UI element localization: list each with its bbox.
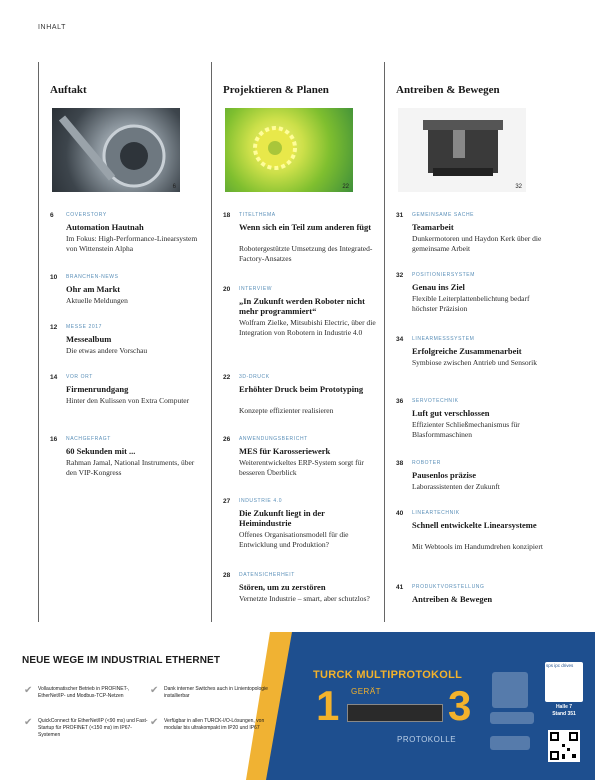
page-number: 32	[396, 272, 404, 279]
protocols-label: PROTOKOLLE	[397, 735, 457, 744]
entry-kicker: BRANCHEN-NEWS	[66, 274, 119, 280]
device-count: 1	[316, 682, 340, 729]
entry-title: „In Zukunft werden Roboter nicht mehr programmiert“	[239, 296, 365, 316]
entry-title: Wenn sich ein Teil zum anderen fügt	[239, 222, 372, 232]
entry-kicker: POSITIONIERSYSTEM	[412, 272, 475, 278]
entry-kicker: LINEARTECHNIK	[412, 510, 460, 516]
entry-description: Effizienter Schließmechanismus für Blasformmaschinen	[412, 420, 520, 439]
protocol-count: 3	[448, 682, 472, 729]
page-number: 38	[396, 460, 404, 467]
entry-title: Stören, um zu zerstören	[239, 582, 326, 592]
gear-print-illustration	[225, 108, 353, 192]
page-number: 20	[223, 286, 231, 293]
entry-description: Mit Webtools im Handumdrehen konzipiert	[412, 542, 543, 551]
modbus-logo	[490, 736, 530, 750]
page-number: 14	[50, 374, 58, 381]
entry-title: 60 Sekunden mit ...	[66, 446, 136, 456]
checkmark-icon: ✔	[150, 685, 159, 696]
entry-kicker: MESSE 2017	[66, 324, 103, 330]
entry-description: Rahman Jamal, National Instruments, über den VIP-Kongress	[66, 458, 195, 477]
linear-machine-illustration	[398, 108, 526, 192]
column-divider	[384, 62, 385, 622]
stand-text: Stand 351	[552, 711, 576, 717]
entry-title: Luft gut verschlossen	[412, 408, 490, 418]
entry-kicker: INDUSTRIE 4.0	[239, 498, 283, 504]
entry-title: Genau ins Ziel	[412, 282, 465, 292]
turck-ad-banner[interactable]	[0, 632, 595, 780]
entry-kicker: PRODUKTVORSTELLUNG	[412, 584, 485, 590]
entry-kicker: VOR ORT	[66, 374, 93, 380]
page-number: 26	[223, 436, 231, 443]
column-divider	[38, 62, 39, 622]
page-number: 34	[396, 336, 404, 343]
bullet-text: Verfügbar in allen TURCK-I/O-Lösungen, von modular bis ultrakompakt im IP20 und IP67	[164, 718, 265, 731]
gear-illustration	[52, 108, 180, 192]
entry-kicker: NACHGEFRAGT	[66, 436, 111, 442]
bullet-text: Vollautomatischer Betrieb in PROFINET-, EtherNet/IP- und Modbus-TCP-Netzen	[38, 686, 130, 699]
entry-title: Ohr am Markt	[66, 284, 121, 294]
page-number: 16	[50, 436, 58, 443]
entry-title: Schnell entwickelte Linearsysteme	[412, 520, 537, 530]
machine-image[interactable]	[398, 108, 526, 192]
page-number: 28	[223, 572, 231, 579]
entry-description: Weiterentwickeltes ERP-System sorgt für besseren Überblick	[239, 458, 364, 477]
banner-title: NEUE WEGE IM INDUSTRIAL ETHERNET	[22, 655, 221, 666]
entry-description: Symbiose zwischen Antrieb und Sensorik	[412, 358, 537, 367]
entry-kicker: SERVOTECHNIK	[412, 398, 459, 404]
entry-title: Messealbum	[66, 334, 112, 344]
entry-description: Konzepte effizienter realisieren	[239, 406, 334, 415]
entry-title: Die Zukunft liegt in der Heimindustrie	[239, 508, 325, 528]
entry-description: Flexible Leiterplattenbelichtung bedarf höchster Präzision	[412, 294, 530, 313]
entry-title: Automation Hautnah	[66, 222, 144, 232]
checkmark-icon: ✔	[24, 685, 33, 696]
entry-description: Robotergestützte Umsetzung des Integrated-Factory-Ansatzes	[239, 244, 373, 263]
bullet-text: Dank interner Switches auch in Linientopologie installierbar	[164, 686, 268, 699]
page-number: 18	[223, 212, 231, 219]
page-number: 36	[396, 398, 404, 405]
entry-title: Antreiben & Bewegen	[412, 594, 493, 604]
qr-code-icon	[548, 730, 580, 762]
entry-kicker: ROBOTER	[412, 460, 441, 466]
entry-kicker: DATENSICHERHEIT	[239, 572, 295, 578]
entry-description: Die etwas andere Vorschau	[66, 346, 148, 355]
entry-description: Wolfram Zielke, Mitsubishi Electric, über die Integration von Robotern in Industrie 4.0	[239, 318, 376, 337]
image-page-number: 22	[342, 184, 349, 190]
column-divider	[211, 62, 212, 622]
qr-code[interactable]	[548, 730, 580, 762]
entry-title: Teamarbeit	[412, 222, 454, 232]
profinet-device-image	[492, 672, 528, 708]
device-label: GERÄT	[351, 687, 382, 696]
checkmark-icon: ✔	[24, 717, 33, 728]
column-title-projektieren: Projektieren & Planen	[223, 84, 329, 96]
entry-kicker: LINEARMESSSYSTEM	[412, 336, 475, 342]
page-number: 31	[396, 212, 404, 219]
gear-image[interactable]	[52, 108, 180, 192]
page-number: 22	[223, 374, 231, 381]
page-number: 10	[50, 274, 58, 281]
entry-title: Erfolgreiche Zusammenarbeit	[412, 346, 522, 356]
image-page-number: 32	[515, 184, 522, 190]
checkmark-icon: ✔	[150, 717, 159, 728]
banner-bullet	[24, 686, 152, 700]
column-title-auftakt: Auftakt	[50, 84, 87, 96]
entry-title: MES für Karosseriewerk	[239, 446, 331, 456]
entry-kicker: 3D-DRUCK	[239, 374, 270, 380]
entry-kicker: COVERSTORY	[66, 212, 107, 218]
hall-text: Halle 7	[555, 704, 573, 710]
brand-headline: TURCK MULTIPROTOKOLL	[313, 669, 463, 681]
trade-fair-label: sps ipc drives	[546, 663, 574, 668]
entry-description: Im Fokus: High-Performance-Linearsystem von Wittenstein Alpha	[66, 234, 198, 253]
entry-description: Dunkermotoren und Haydon Kerk über die gemeinsame Arbeit	[412, 234, 542, 253]
entry-description: Laborassistenten der Zukunft	[412, 482, 500, 491]
entry-description: Offenes Organisationsmodell für die Entwicklung und Produktion?	[239, 530, 349, 549]
entry-kicker: TITELTHEMA	[239, 212, 276, 218]
entry-description: Hinter den Kulissen von Extra Computer	[66, 396, 190, 405]
page-number: 6	[50, 212, 54, 219]
banner-bullet	[150, 718, 278, 732]
entry-title: Firmenrundgang	[66, 384, 129, 394]
entry-kicker: INTERVIEW	[239, 286, 273, 292]
page-number: 41	[396, 584, 404, 591]
entry-title: Pausenlos präzise	[412, 470, 476, 480]
booth-info	[545, 704, 583, 718]
entry-description: Aktuelle Meldungen	[66, 296, 128, 305]
3d-print-image[interactable]	[225, 108, 353, 192]
trade-fair-logo	[545, 662, 583, 702]
page-number: 27	[223, 498, 231, 505]
ethernet-ip-logo	[490, 712, 534, 724]
banner-bullet	[24, 718, 152, 739]
banner-bullet	[150, 686, 278, 700]
page-number: 12	[50, 324, 58, 331]
entry-kicker: ANWENDUNGSBERICHT	[239, 436, 308, 442]
bullet-text: QuickConnect für EtherNet/IP (<90 ms) und Fast-Startup für PROFINET (<150 ms) im IP67-Systemen	[38, 718, 148, 738]
section-label: INHALT	[38, 24, 66, 31]
column-title-antreiben: Antreiben & Bewegen	[396, 84, 500, 96]
page-number: 40	[396, 510, 404, 517]
entry-description: Vernetzte Industrie – smart, aber schutzlos?	[239, 594, 370, 603]
io-module-image	[347, 704, 443, 722]
entry-title: Erhöhter Druck beim Prototyping	[239, 384, 364, 394]
entry-kicker: GEMEINSAME SACHE	[412, 212, 475, 218]
image-page-number: 6	[172, 184, 176, 190]
